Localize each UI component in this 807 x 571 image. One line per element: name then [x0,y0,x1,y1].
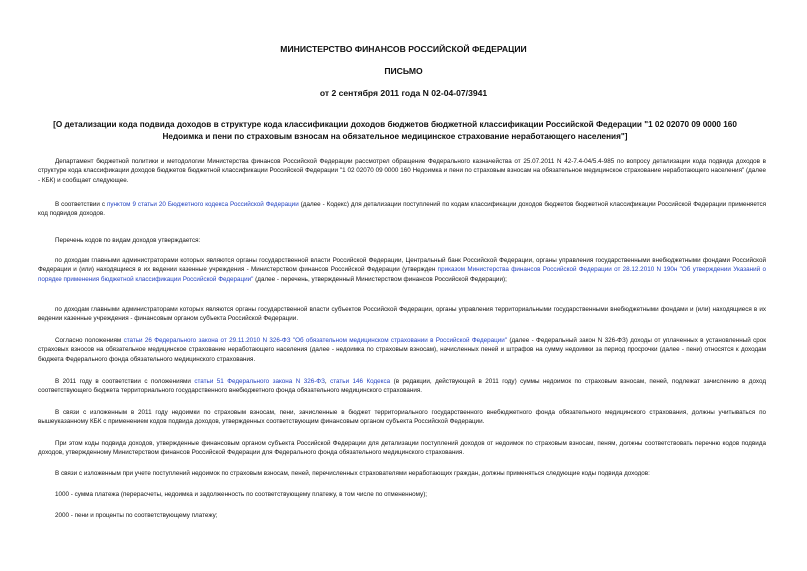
doc-subject: [О детализации кода подвида доходов в структуре кода классификации доходов бюджетов бюджетной классификации Российской Федерации "1 02 02070 09 0000 160 Недоимка и пени по страховым взносам на обязательное медицинское страхование неработающего населения"] [53,120,737,141]
link-budget-code-art146[interactable]: статьи 146 Кодекса [330,378,391,385]
link-law-326-art26[interactable]: статьи 26 Федерального закона от 29.11.2010 N 326-ФЗ "Об обязательном медицинском страховании в Российской Федерации" [123,337,508,344]
paragraph-2-text-a: В соответствии с [55,201,107,208]
paragraph-1: Департамент бюджетной политики и методологии Министерства финансов Российской Федерации рассмотрел обращение Федерального казначейства от 25.07.2011 N 42-7.4-04/5.4-985 по вопросу детализации кода подвида доходов в структуре кода классификации доходов бюджетов бюджетной классификации Российской Федерации "1 02 02070 09 0000 160 Недоимка и пени по страховым взносам на обязательное медицинское страхование неработающего населения" (далее - КБК) и сообщает следующее. [38,158,766,184]
doc-date-number: от 2 сентября 2011 года N 02-04-07/3941 [319,88,488,98]
paragraph-7-text-a: В 2011 году в соответствии с положениями [55,378,195,385]
paragraph-6-text-b: (далее - Федеральный закон N 326-ФЗ) доходы от уплаченных в установленный срок страховых взносов на обязательное медицинское страхование неработающего населения (далее - недоимка по страховым взносам), начисленных пеней и штрафов на сумму недоимки за период просрочки (далее - пени) относятся к доходам бюджета Федерального фонда обязательного медицинского страхования. [38,337,766,363]
paragraph-11: 1000 - сумма платежа (перерасчеты, недоимка и задолженность по соответствующему платежу, в том числе по отмененному); [55,491,428,498]
paragraph-9: При этом коды подвида доходов, утвержденные финансовым органом субъекта Российской Федерации для детализации поступлений доходов от недоимок по страховым взносам, пеням, должны соответствовать перечню кодов подвида доходов, утвержденному Министерством финансов Российской Федерации для Федерального фонда обязательного медицинского страхования. [38,440,766,457]
paragraph-7 [38,377,766,396]
paragraph-7-text-b: (в редакции, действующей в 2011 году) суммы недоимок по страховым взносам, пеней, подлежат зачислению в доход соответствующего бюджета территориального государственного внебюджетного фонда обязательного медицинского страхования. [38,378,766,395]
paragraph-2 [38,200,766,219]
doc-type: ПИСЬМО [384,66,423,76]
paragraph-12: 2000 - пени и проценты по соответствующему платежу; [55,512,218,519]
link-order-190n[interactable]: приказом Министерства финансов Российской Федерации от 28.12.2010 N 190н "Об утверждении Указаний о порядке применения бюджетной классификации Российской Федерации" [38,266,767,283]
paragraph-7-separator: , [324,378,331,385]
paragraph-3: Перечень кодов по видам доходов утверждается: [55,237,201,244]
paragraph-6-text-a: Согласно положениям [55,337,124,344]
paragraph-8: В связи с изложенным в 2011 году недоимки по страховым взносам, пени, зачисленные в бюджет территориального государственного внебюджетного фонда обязательного медицинского страхования, должны учитываться по вышеуказанному КБК с применением кодов подвида доходов, утвержденных соответствующим финансовым органом субъекта Российской Федерации. [38,409,766,426]
link-law-326-art51[interactable]: статьи 51 Федерального закона N 326-ФЗ [194,378,325,385]
paragraph-4-text-b: (далее - перечень, утвержденный Министерством финансов Российской Федерации); [253,275,507,283]
paragraph-4-text-a: по доходам главными администраторами которых являются органы государственной власти Российской Федерации, Центральный банк Российской Федерации, органы управления государственными внебюджетными фондами Российской Федерации и (или) находящиеся в их ведении казенные учреждения - Министерством финансов Российской Федерации (утвержден [38,257,766,274]
paragraph-10: В связи с изложенным при учете поступлений недоимок по страховым взносам, пеней, перечисленных страхователями неработающих граждан, должны применяться следующие коды подвида доходов: [55,470,650,477]
paragraph-2-text-b: (далее - Кодекс) для детализации поступлений по кодам классификации доходов бюджетов бюджетной классификации Российской Федерации применяется код подвидов доходов. [38,201,767,218]
paragraph-5: по доходам главными администраторами которых являются органы государственной власти субъектов Российской Федерации, органы управления территориальными государственными внебюджетными фондами и (или) находящиеся в их ведении казенные учреждения - финансовым органом субъекта Российской Федерации. [38,306,766,323]
paragraph-6 [38,336,766,364]
paragraph-4 [38,256,766,284]
link-budget-code-art20[interactable]: пунктом 9 статьи 20 Бюджетного кодекса Российской Федерации [107,201,299,208]
org-title: МИНИСТЕРСТВО ФИНАНСОВ РОССИЙСКОЙ ФЕДЕРАЦИИ [280,44,527,54]
